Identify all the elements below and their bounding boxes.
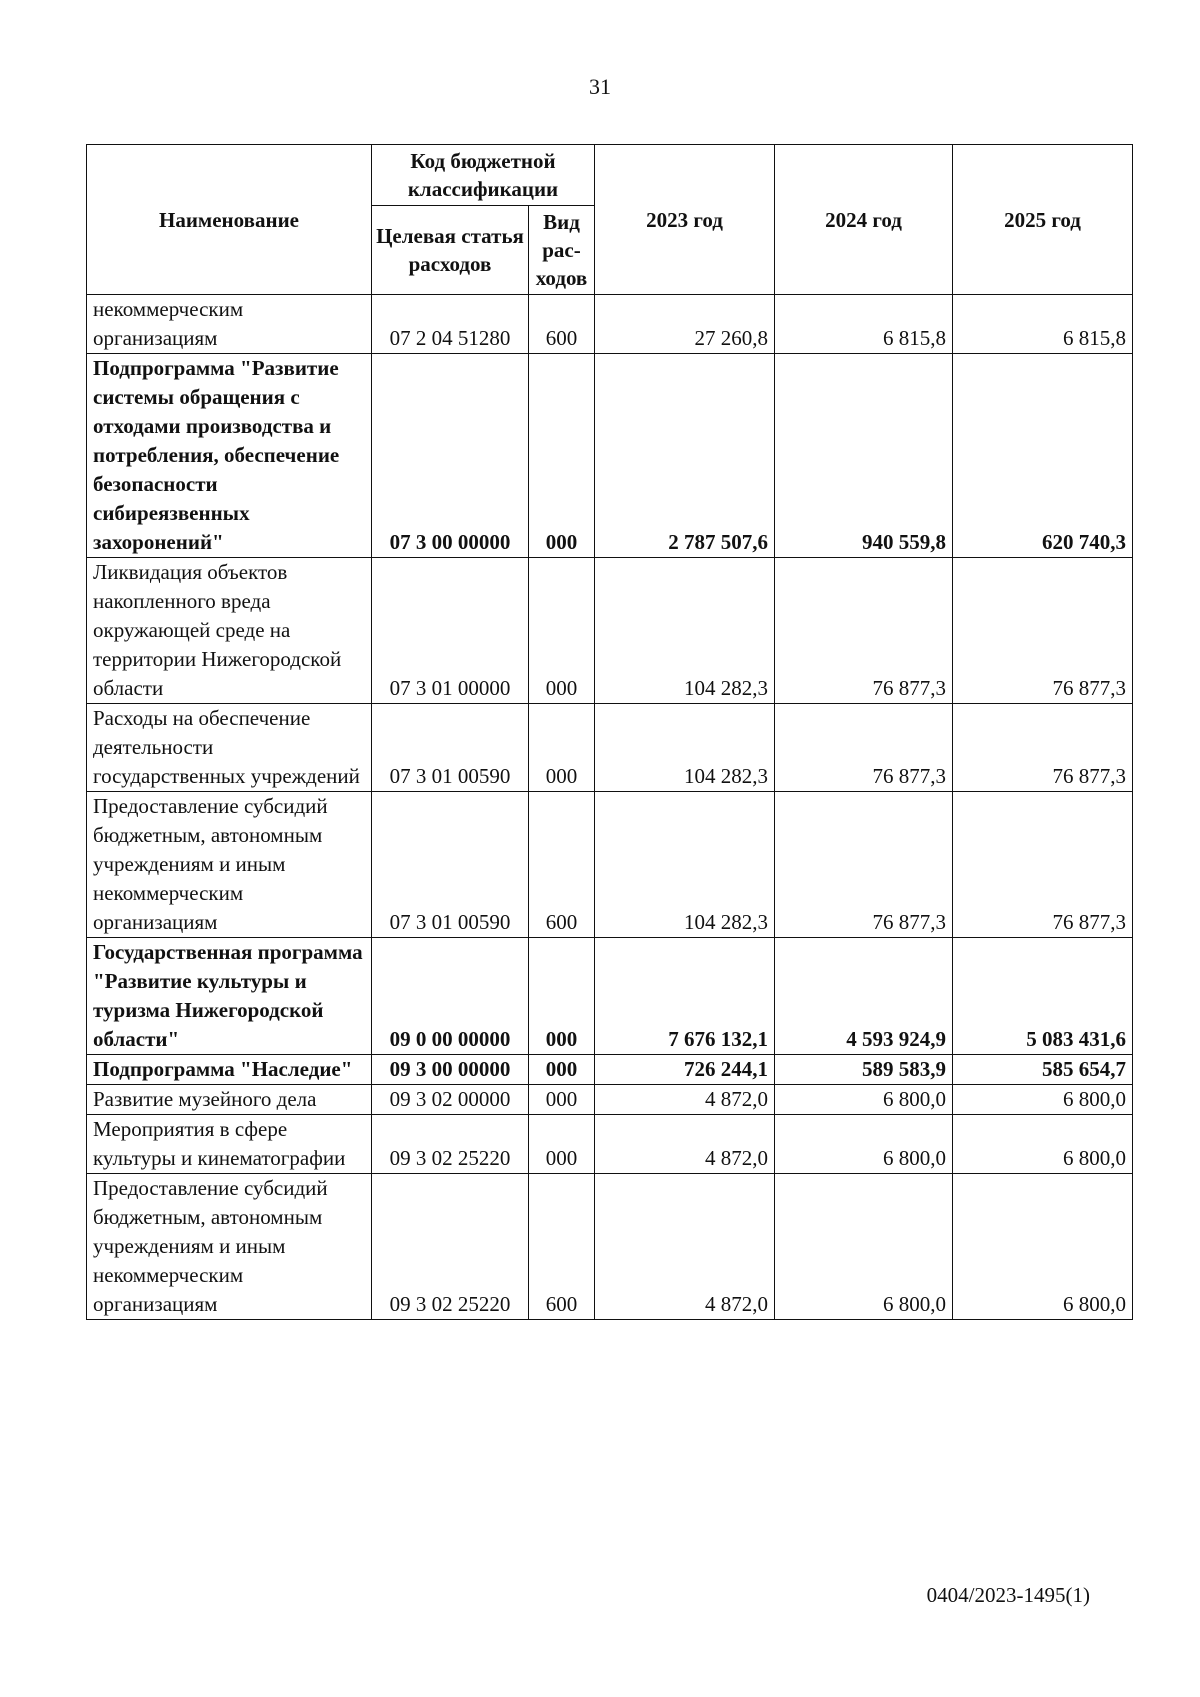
row-name: Подпрограмма "Развитие системы обращения с отходами производства и потребления, обеспечение безопасности сибиреязвенных захоронений" [87,354,372,558]
row-value-2023: 27 260,8 [595,295,775,354]
table-row [87,704,1133,792]
header-year-2023: 2023 год [595,145,775,295]
row-value-2025: 6 800,0 [953,1085,1133,1115]
table-body [87,295,1133,1320]
row-value-2025: 6 815,8 [953,295,1133,354]
row-expense-type: 000 [529,1115,595,1174]
row-value-2023: 2 787 507,6 [595,354,775,558]
row-value-2024: 6 800,0 [775,1085,953,1115]
table-row [87,558,1133,704]
row-expense-type: 000 [529,354,595,558]
row-value-2025: 5 083 431,6 [953,938,1133,1055]
header-year-2025: 2025 год [953,145,1133,295]
row-value-2024: 6 815,8 [775,295,953,354]
table-row [87,1174,1133,1320]
row-expense-type: 000 [529,1085,595,1115]
row-name: Мероприятия в сфере культуры и кинематографии [87,1115,372,1174]
row-value-2025: 620 740,3 [953,354,1133,558]
row-target-article: 07 3 01 00590 [372,704,529,792]
row-expense-type: 000 [529,704,595,792]
table-row [87,1115,1133,1174]
row-target-article: 09 3 02 25220 [372,1115,529,1174]
row-value-2025: 585 654,7 [953,1055,1133,1085]
row-name: Ликвидация объектов накопленного вреда окружающей среде на территории Нижегородской области [87,558,372,704]
row-value-2024: 6 800,0 [775,1174,953,1320]
row-target-article: 07 2 04 51280 [372,295,529,354]
row-target-article: 09 3 02 00000 [372,1085,529,1115]
table-row [87,1085,1133,1115]
row-target-article: 09 0 00 00000 [372,938,529,1055]
table-row [87,354,1133,558]
document-code: 0404/2023-1495(1) [926,1583,1090,1607]
row-expense-type: 600 [529,295,595,354]
row-value-2025: 76 877,3 [953,704,1133,792]
row-value-2024: 76 877,3 [775,704,953,792]
row-name: Подпрограмма "Наследие" [87,1055,372,1085]
header-expense-type: Вид рас-ходов [529,206,595,295]
row-value-2025: 76 877,3 [953,558,1133,704]
row-name: Государственная программа "Развитие культуры и туризма Нижегородской области" [87,938,372,1055]
row-value-2023: 104 282,3 [595,792,775,938]
budget-table [86,144,1133,1320]
row-value-2023: 4 872,0 [595,1174,775,1320]
row-expense-type: 600 [529,1174,595,1320]
row-value-2023: 4 872,0 [595,1115,775,1174]
row-value-2025: 6 800,0 [953,1174,1133,1320]
row-value-2024: 76 877,3 [775,792,953,938]
table-row [87,1055,1133,1085]
row-target-article: 07 3 01 00590 [372,792,529,938]
row-value-2024: 76 877,3 [775,558,953,704]
row-value-2023: 104 282,3 [595,558,775,704]
page-number: 31 [589,74,611,99]
row-expense-type: 000 [529,938,595,1055]
row-name: Предоставление субсидий бюджетным, автономным учреждениям и иным некоммерческим организациям [87,1174,372,1320]
table-row [87,938,1133,1055]
row-value-2023: 726 244,1 [595,1055,775,1085]
row-value-2025: 6 800,0 [953,1115,1133,1174]
row-value-2023: 104 282,3 [595,704,775,792]
row-name: Развитие музейного дела [87,1085,372,1115]
row-target-article: 07 3 01 00000 [372,558,529,704]
row-value-2024: 940 559,8 [775,354,953,558]
table-row [87,792,1133,938]
row-name: Расходы на обеспечение деятельности государственных учреждений [87,704,372,792]
row-value-2024: 589 583,9 [775,1055,953,1085]
header-year-2024: 2024 год [775,145,953,295]
row-expense-type: 000 [529,1055,595,1085]
row-expense-type: 000 [529,558,595,704]
row-value-2025: 76 877,3 [953,792,1133,938]
header-target-article: Целевая статья расходов [372,206,529,295]
header-name: Наименование [87,145,372,295]
row-expense-type: 600 [529,792,595,938]
table-row [87,295,1133,354]
row-target-article: 07 3 00 00000 [372,354,529,558]
row-name: некоммерческим организациям [87,295,372,354]
header-code-group: Код бюджетной классификации [372,145,595,206]
row-name: Предоставление субсидий бюджетным, автономным учреждениям и иным некоммерческим организациям [87,792,372,938]
row-value-2024: 6 800,0 [775,1115,953,1174]
row-value-2023: 7 676 132,1 [595,938,775,1055]
row-value-2023: 4 872,0 [595,1085,775,1115]
row-target-article: 09 3 02 25220 [372,1174,529,1320]
row-value-2024: 4 593 924,9 [775,938,953,1055]
row-target-article: 09 3 00 00000 [372,1055,529,1085]
